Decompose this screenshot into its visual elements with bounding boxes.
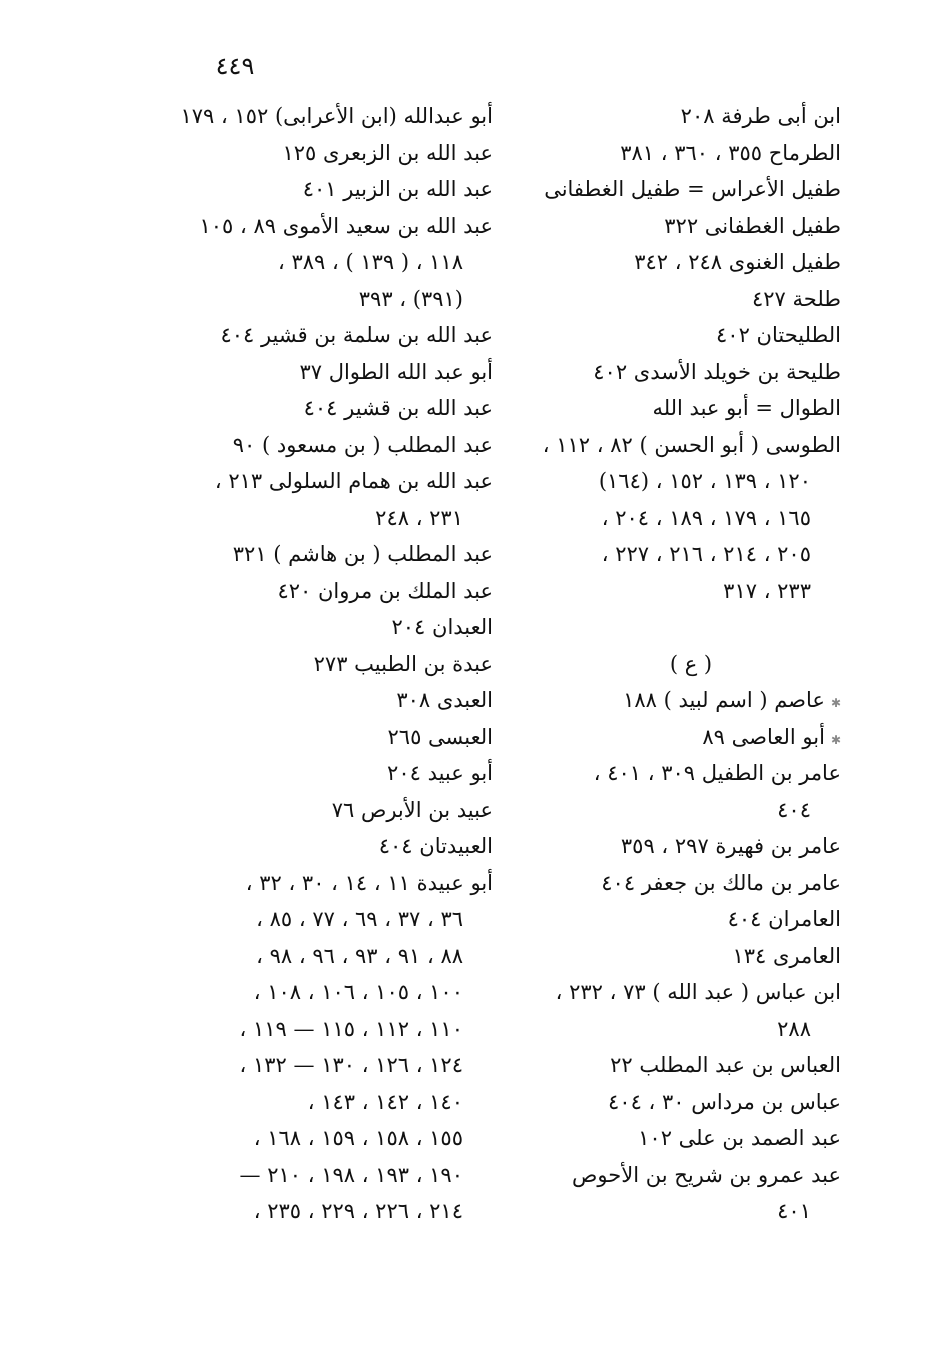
entry-text: الطوال = أبو عبد الله (652, 396, 841, 420)
entry-text: العبسى ٢٦٥ (387, 724, 493, 749)
entry-text: أبو عبدالله (ابن الأعرابى) ١٥٢ ، ١٧٩ (180, 104, 493, 128)
index-entry-continuation (541, 573, 841, 610)
index-entry-continuation (541, 500, 841, 537)
entry-text: عبد المطلب ( بن مسعود ) ٩٠ (232, 432, 493, 457)
entry-text: ١١٠ ، ١١٢ ، ١١٥ — ١١٩ ، (239, 1016, 463, 1041)
blank-line (541, 609, 841, 646)
entry-text: أبو عبيد ٢٠٤ (387, 761, 493, 785)
entry-text: عبد الله بن سعيد الأموى ٨٩ ، ١٠٥ (199, 213, 493, 238)
entry-text: عامر بن فهيرة ٢٩٧ ، ٣٥٩ (620, 834, 841, 858)
entry-text: ٤٠١ (777, 1199, 811, 1223)
index-entry-continuation (173, 1047, 493, 1084)
entry-text: ١٤٠ ، ١٤٢ ، ١٤٣ ، (307, 1089, 463, 1114)
index-entry-continuation (541, 1193, 841, 1230)
section-letter-heading (541, 646, 841, 683)
asterisk-icon: ✱ (830, 732, 841, 747)
index-entry (541, 1120, 841, 1157)
index-entry (173, 317, 493, 354)
entry-text: ٤٠٤ (777, 797, 811, 822)
page-number: ٤٤٩ (215, 52, 255, 80)
index-entry-continuation (173, 281, 493, 318)
index-entry (173, 427, 493, 464)
index-entry-continuation (173, 1120, 493, 1157)
index-entry (541, 281, 841, 318)
entry-text: ابن أبى طرفة ٢٠٨ (680, 104, 841, 128)
index-entry-continuation (541, 536, 841, 573)
index-entry (173, 573, 493, 610)
entry-text: عبد المطلب ( بن هاشم ) ٣٢١ (232, 542, 493, 566)
entry-text: ٢٣١ ، ٢٤٨ (375, 505, 463, 530)
entry-text: طفيل الغنوى ٢٤٨ ، ٣٤٢ (634, 250, 841, 274)
index-entry (173, 171, 493, 208)
entry-text: عبد الصمد بن على ١٠٢ (638, 1126, 841, 1150)
entry-text: عبد عمرو بن شريح بن الأحوص (572, 1162, 841, 1187)
index-entry (173, 609, 493, 646)
index-entry (541, 427, 841, 464)
index-entry-continuation (541, 792, 841, 829)
index-entry (541, 1084, 841, 1121)
entry-text: عامر بن الطفيل ٣٠٩ ، ٤٠١ ، (593, 761, 841, 785)
index-entry (173, 98, 493, 135)
entry-text: ١٩٠ ، ١٩٣ ، ١٩٨ ، ٢١٠ — (239, 1162, 463, 1187)
index-entry (173, 463, 493, 500)
entry-text: الطرماح ٣٥٥ ، ٣٦٠ ، ٣٨١ (620, 140, 841, 165)
entry-text: عامر بن مالك بن جعفر ٤٠٤ (601, 870, 841, 895)
index-entry (173, 390, 493, 427)
entry-text: عبيد بن الأبرص ٧٦ (331, 797, 493, 822)
index-entry (541, 317, 841, 354)
entry-text: العبيدتان ٤٠٤ (378, 834, 493, 858)
index-entry (173, 792, 493, 829)
entry-text: عاصم ( اسم لبيد ) ١٨٨ (623, 688, 825, 712)
entry-text: طلحة ٤٢٧ (752, 286, 841, 311)
entry-text: (٣٩١) ، ٣٩٣ (358, 286, 463, 311)
entry-text: ١١٨ ، ( ١٣٩ ) ، ٣٨٩ ، (278, 250, 463, 274)
entry-text: طفيل الأعراس = طفيل الغطفانى (544, 177, 841, 201)
entry-text: عبد الله بن الزبعرى ١٢٥ (282, 140, 493, 165)
entry-text: ٢٨٨ (777, 1016, 811, 1041)
index-entry (541, 98, 841, 135)
index-entry-continuation (541, 1011, 841, 1048)
index-entry-continuation (173, 1193, 493, 1230)
index-entry (541, 901, 841, 938)
index-column-left (173, 98, 493, 1230)
index-entry (173, 755, 493, 792)
entry-text: ١٥٥ ، ١٥٨ ، ١٥٩ ، ١٦٨ ، (253, 1126, 463, 1150)
index-column-right (541, 98, 841, 1230)
index-entry (541, 865, 841, 902)
index-entry (541, 828, 841, 865)
index-entry-continuation (541, 463, 841, 500)
index-entry (173, 646, 493, 683)
index-entry (541, 682, 841, 719)
index-entry (541, 208, 841, 245)
index-entry (541, 974, 841, 1011)
entry-text: عباس بن مرداس ٣٠ ، ٤٠٤ (608, 1089, 841, 1114)
index-entry (173, 828, 493, 865)
index-entry-continuation (173, 938, 493, 975)
entry-text: ١٢٤ ، ١٢٦ ، ١٣٠ — ١٣٢ ، (239, 1053, 463, 1077)
entry-text: أبو عبد الله الطوال ٣٧ (299, 359, 493, 384)
entry-text: عبد الملك بن مروان ٤٢٠ (277, 578, 493, 603)
entry-text: طفيل الغطفانى ٣٢٢ (664, 213, 841, 238)
index-entry (173, 135, 493, 172)
entry-text: ١٦٥ ، ١٧٩ ، ١٨٩ ، ٢٠٤ ، (601, 505, 811, 530)
entry-text: ( ع ) (669, 651, 713, 676)
entry-text: طليحة بن خويلد الأسدى ٤٠٢ (593, 359, 841, 384)
entry-text: ٢١٤ ، ٢٢٦ ، ٢٢٩ ، ٢٣٥ ، (253, 1199, 463, 1223)
index-entry-continuation (173, 1084, 493, 1121)
entry-text: العبدان ٢٠٤ (391, 615, 493, 639)
index-entry (173, 354, 493, 391)
entry-text: عبد الله بن الزبير ٤٠١ (302, 177, 493, 201)
index-entry (173, 865, 493, 902)
index-entry (541, 171, 841, 208)
index-entry (541, 244, 841, 281)
index-entry (173, 682, 493, 719)
index-entry (541, 354, 841, 391)
index-entry (541, 390, 841, 427)
index-entry (173, 536, 493, 573)
entry-text: العبدى ٣٠٨ (396, 688, 493, 712)
index-entry (541, 1047, 841, 1084)
entry-text: أبو العاصى ٨٩ (702, 724, 825, 749)
index-entry-continuation (173, 901, 493, 938)
entry-text: ١٠٠ ، ١٠٥ ، ١٠٦ ، ١٠٨ ، (253, 980, 463, 1004)
index-entry (173, 208, 493, 245)
index-entry (541, 938, 841, 975)
entry-text: ١٢٠ ، ١٣٩ ، ١٥٢ ، (١٦٤) (598, 469, 811, 493)
entry-text: عبد الله بن قشير ٤٠٤ (303, 396, 493, 420)
index-entry (173, 719, 493, 756)
index-entry (541, 135, 841, 172)
index-entry-continuation (173, 1157, 493, 1194)
index-entry-continuation (173, 244, 493, 281)
entry-text: ٣٦ ، ٣٧ ، ٦٩ ، ٧٧ ، ٨٥ ، (256, 907, 463, 931)
index-entry-continuation (173, 1011, 493, 1048)
index-entry (541, 719, 841, 756)
index-entry (541, 755, 841, 792)
entry-text: عبد الله بن همام السلولى ٢١٣ ، (214, 469, 493, 493)
entry-text: ٢٠٥ ، ٢١٤ ، ٢١٦ ، ٢٢٧ ، (601, 542, 811, 566)
entry-text: العباس بن عبد المطلب ٢٢ (610, 1053, 841, 1077)
index-entry (541, 1157, 841, 1194)
entry-text: العامران ٤٠٤ (727, 907, 841, 931)
entry-text: عبدة بن الطبيب ٢٧٣ (313, 651, 493, 676)
index-entry-continuation (173, 974, 493, 1011)
entry-text: أبو عبيدة ١١ ، ١٤ ، ٣٠ ، ٣٢ ، (245, 870, 493, 895)
entry-text: الطوسى ( أبو الحسن ) ٨٢ ، ١١٢ ، (542, 432, 841, 457)
entry-text: ابن عباس ( عبد الله ) ٧٣ ، ٢٣٢ ، (555, 980, 841, 1004)
entry-text: ٨٨ ، ٩١ ، ٩٣ ، ٩٦ ، ٩٨ ، (256, 943, 463, 968)
index-entry-continuation (173, 500, 493, 537)
entry-text: العامرى ١٣٤ (732, 943, 841, 968)
entry-text: عبد الله بن سلمة بن قشير ٤٠٤ (220, 323, 493, 347)
entry-text: الطليحتان ٤٠٢ (716, 323, 841, 347)
entry-text: ٢٣٣ ، ٣١٧ (723, 578, 811, 603)
asterisk-icon: ✱ (830, 696, 841, 710)
